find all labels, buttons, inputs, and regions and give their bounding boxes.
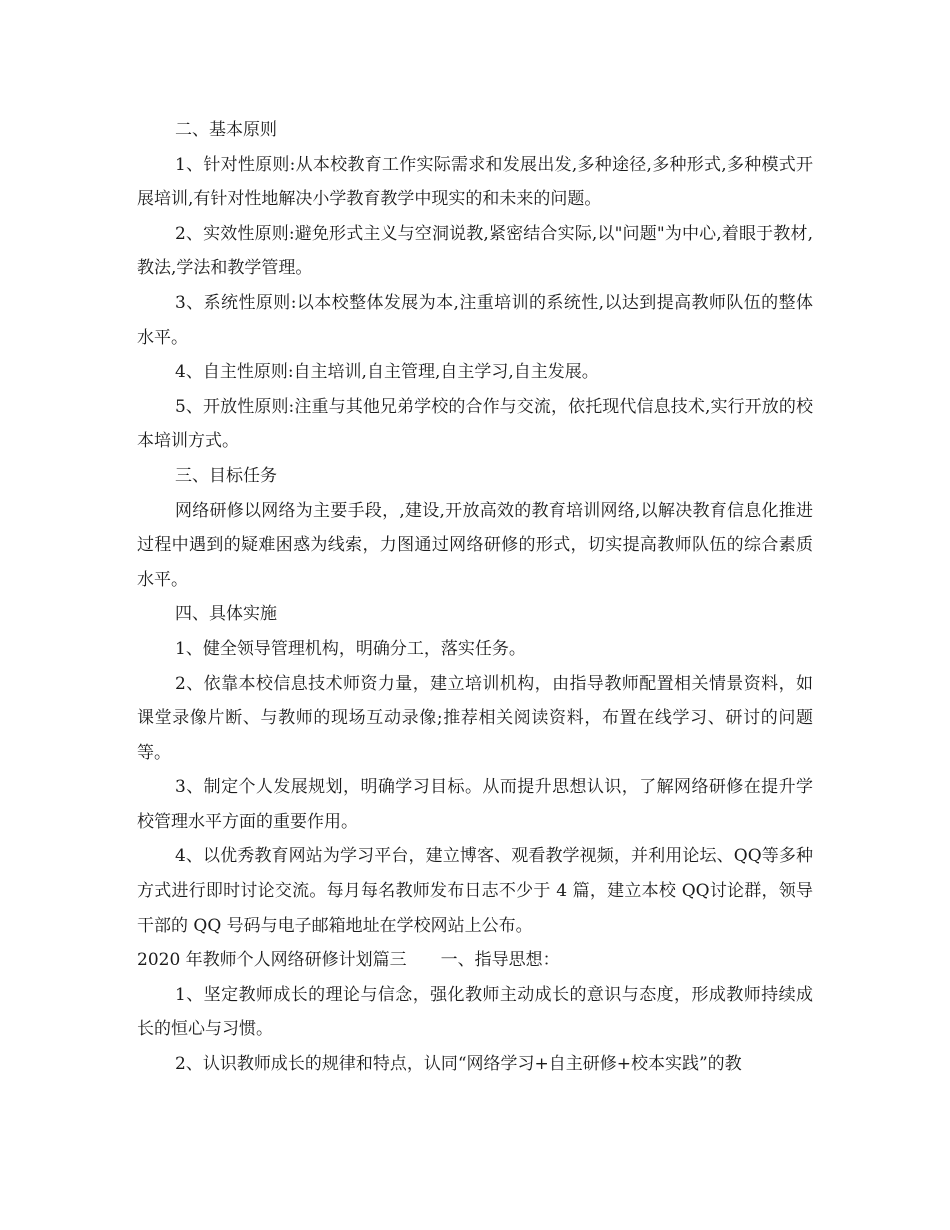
section-heading-implementation: 四、具体实施 [175,604,277,625]
section-heading-principles: 二、基本原则 [175,120,277,140]
paragraph-guiding-1: 1、坚定教师成长的理论与信念，强化教师主动成长的意识与态度，形成教师持续成长的恒心与习惯。 [137,984,813,1040]
paragraph-implementation-3: 3、制定个人发展规划，明确学习目标。从而提升思想认识，了解网络研修在提升学校管理水平方面的重要作用。 [137,777,813,832]
paragraph-goals: 网络研修以网络为主要手段，,建设,开放高效的教育培训网络,以解决教育信息化推进过程中遇到的疑难困惑为线索，力图通过网络研修的形式，切实提高教师队伍的综合素质水平。 [137,500,813,590]
plan-part-three-heading: 2020 年教师个人网络研修计划篇三 一、指导思想： [137,950,560,971]
section-heading-goals: 三、目标任务 [175,465,277,486]
document-body [137,113,813,1082]
paragraph-implementation-1: 1、健全领导管理机构，明确分工，落实任务。 [175,638,526,659]
paragraph-implementation-4: 4、以优秀教育网站为学习平台，建立博客、观看教学视频，并利用论坛、QQ等多种方式进行即时讨论交流。每月每名教师发布日志不少于 4 篇，建立本校 QQ讨论群，领导干部的 QQ 号码与电子邮箱地址在学校网站上公布。 [137,846,813,936]
paragraph-guiding-2: 2、认识教师成长的规律和特点，认同“网络学习+自主研修+校本实践”的教 [175,1054,742,1075]
paragraph-implementation-2: 2、依靠本校信息技术师资力量，建立培训机构，由指导教师配置相关情景资料，如课堂录像片断、与教师的现场互动录像;推荐相关阅读资料，布置在线学习、研讨的问题等。 [137,673,813,763]
paragraph-targeted-principle: 1、针对性原则:从本校教育工作实际需求和发展出发,多种途径,多种形式,多种模式开展培训,有针对性地解决小学教育教学中现实的和未来的问题。 [137,154,813,210]
paragraph-effectiveness-principle: 2、实效性原则:避免形式主义与空洞说教,紧密结合实际,以"问题"为中心,着眼于教材,教法,学法和教学管理。 [137,223,813,279]
paragraph-autonomy-principle: 4、自主性原则:自主培训,自主管理,自主学习,自主发展。 [175,362,599,383]
paragraph-systematic-principle: 3、系统性原则:以本校整体发展为本,注重培训的系统性,以达到提高教师队伍的整体水平。 [137,292,813,348]
paragraph-openness-principle: 5、开放性原则:注重与其他兄弟学校的合作与交流，依托现代信息技术,实行开放的校本培训方式。 [137,396,813,452]
